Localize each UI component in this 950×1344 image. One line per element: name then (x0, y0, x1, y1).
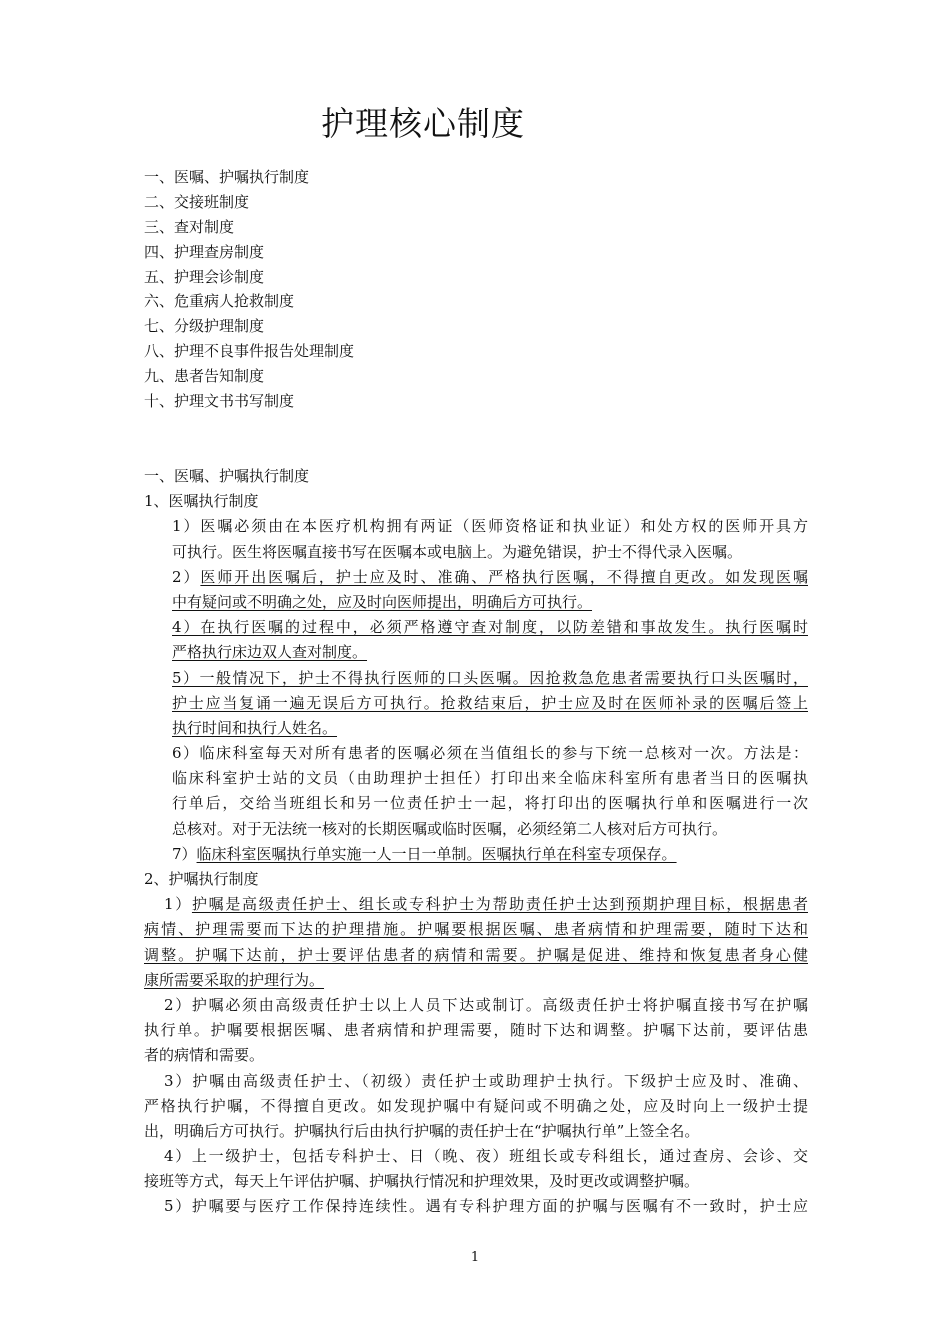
underlined-text: 医师开出医嘱后，护士应及时、准确、严格执行医嘱，不得擅自更改。如发现医嘱 (200, 567, 808, 586)
underlined-text: 临床科室医嘱执行单实施一人一日一单制。医嘱执行单在科室专项保存。 (196, 844, 677, 863)
toc-item: 八、护理不良事件报告处理制度 (144, 342, 355, 361)
toc-item: 七、分级护理制度 (144, 317, 265, 336)
toc-item: 二、交接班制度 (144, 192, 250, 211)
underlined-text: 执行时间和执行人姓名。 (172, 718, 338, 737)
underlined-text: 病情、护理需要而下达的护理措施。护嘱要根据医嘱、患者病情和护理需要，随时下达和 (144, 920, 808, 939)
toc-item: 四、护理查房制度 (144, 242, 265, 261)
text-line: 3）护嘱由高级责任护士、（初级）责任护士或助理护士执行。下级护士应及时、准确、 (164, 1071, 808, 1090)
text-line: 严格执行护嘱，不得擅自更改。如发现护嘱中有疑问或不明确之处，应及时向上一级护士提 (144, 1096, 808, 1115)
toc-item: 十、护理文书书写制度 (144, 392, 295, 411)
text-line: 出，明确后方可执行。护嘱执行后由执行护嘱的责任护士在“护嘱执行单”上签全名。 (144, 1121, 700, 1140)
toc-item: 六、危重病人抢救制度 (144, 292, 295, 311)
text-line: 者的病情和需要。 (144, 1046, 265, 1065)
text-line: 6）临床科室每天对所有患者的医嘱必须在当值组长的参与下统一总核对一次。方法是： (172, 744, 808, 763)
item-number: 7） (172, 844, 197, 863)
paragraph-nursing-4 (144, 1144, 808, 1194)
text-line (172, 565, 808, 590)
underlined-text: 护嘱是高级责任护士、组长或专科护士为帮助责任护士达到预期护理目标，根据患者 (191, 895, 808, 914)
toc-item: 五、护理会诊制度 (144, 267, 265, 286)
table-of-contents (144, 165, 354, 414)
paragraph-nursing-5 (144, 1194, 808, 1219)
underlined-text: 护士应当复诵一遍无误后方可执行。抢救结束后，护士应及时在医师补录的医嘱后签上 (172, 693, 808, 712)
text-line: 总核对。对于无法统一核对的长期医嘱或临时医嘱，必须经第二人核对后方可执行。 (172, 819, 728, 838)
text-line: 4）上一级护士，包括专科护士、日（晚、夜）班组长或专科组长，通过查房、会诊、交 (164, 1147, 808, 1166)
text-line: 行单后，交给当班组长和另一位责任护士一起，将打印出的医嘱执行单和医嘱进行一次 (172, 794, 808, 813)
toc-item: 九、患者告知制度 (144, 367, 265, 386)
text-line (144, 892, 808, 917)
text-line: 2）护嘱必须由高级责任护士以上人员下达或制订。高级责任护士将护嘱直接书写在护嘱 (164, 995, 808, 1014)
text-line (172, 590, 808, 615)
text-line (172, 716, 808, 741)
paragraph-order-2 (144, 565, 808, 615)
paragraph-nursing-3 (144, 1069, 808, 1145)
text-line (172, 640, 808, 665)
underlined-text: 中有疑问或不明确之处，应及时向医师提出，明确后方可执行。 (172, 592, 593, 611)
underlined-text: 调整。护嘱下达前，护士要评估患者的病情和需要。护嘱是促进、维持和恢复患者身心健 (144, 945, 808, 964)
toc-item: 一、医嘱、护嘱执行制度 (144, 168, 310, 186)
underlined-text: 4）在执行医嘱的过程中，必须严格遵守查对制度，以防差错和事故发生。执行医嘱时 (172, 618, 808, 637)
document-body (144, 464, 808, 1220)
underlined-text: 5）一般情况下，护士不得执行医师的口头医嘱。因抢救急危患者需要执行口头医嘱时， (172, 668, 808, 687)
paragraph-nursing-2 (144, 993, 808, 1069)
text-line: 1）医嘱必须由在本医疗机构拥有两证（医师资格证和执业证）和处方权的医师开具方 (172, 517, 808, 536)
text-line: 执行单。护嘱要根据医嘱、患者病情和护理需要，随时下达和调整。护嘱下达前，要评估患 (144, 1021, 808, 1040)
underlined-text: 严格执行床边双人查对制度。 (172, 643, 368, 662)
underlined-text: 康所需要采取的护理行为。 (144, 970, 325, 989)
paragraph-nursing-1 (144, 892, 808, 993)
paragraph-order-1 (144, 514, 808, 564)
subsection-heading: 2、护嘱执行制度 (144, 870, 259, 888)
paragraph-order-4 (144, 615, 808, 665)
text-line: 5）护嘱要与医疗工作保持连续性。遇有专科护理方面的护嘱与医嘱有不一致时，护士应 (164, 1197, 808, 1216)
subsection-heading: 1、医嘱执行制度 (144, 492, 259, 511)
page-number: 1 (470, 1250, 480, 1265)
section-heading: 一、医嘱、护嘱执行制度 (144, 467, 310, 485)
paragraph-order-6 (144, 741, 808, 842)
item-number: 2） (172, 567, 201, 586)
paragraph-order-5 (144, 666, 808, 742)
text-line: 临床科室护士站的文员（由助理护士担任）打印出来全临床科室所有患者当日的医嘱执 (172, 769, 808, 788)
toc-item: 三、查对制度 (144, 217, 235, 236)
text-line (172, 842, 808, 867)
item-number: 1） (164, 895, 192, 914)
text-line: 接班等方式，每天上午评估护嘱、护嘱执行情况和护理效果，及时更改或调整护嘱。 (144, 1172, 700, 1191)
text-line: 可执行。医生将医嘱直接书写在医嘱本或电脑上。为避免错误，护士不得代录入医嘱。 (172, 542, 743, 561)
paragraph-order-7 (144, 842, 808, 867)
text-line (144, 968, 808, 993)
document-title: 护理核心制度 (321, 104, 525, 143)
